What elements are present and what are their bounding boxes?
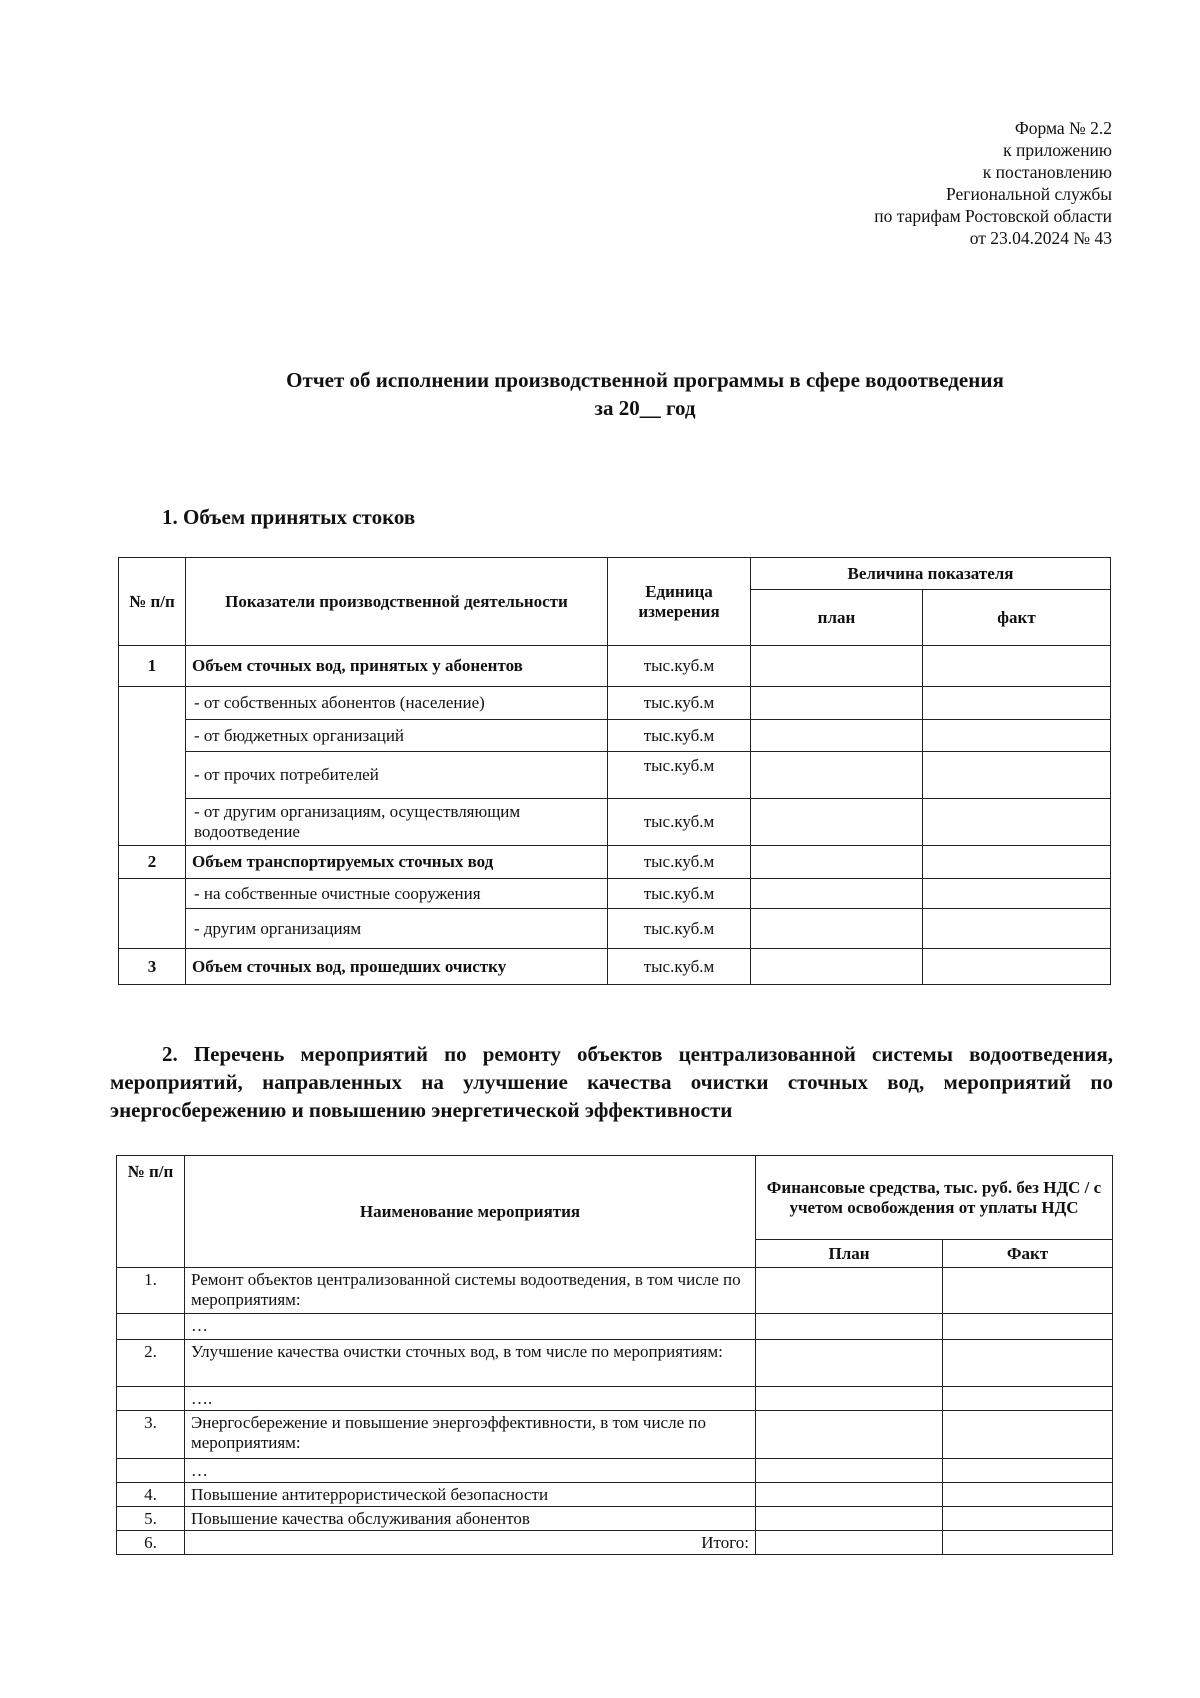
row-num-empty [119,879,186,949]
plan-cell[interactable] [756,1387,943,1411]
row-unit: тыс.куб.м [608,687,751,720]
plan-cell[interactable] [756,1531,943,1555]
row-indicator: Объем транспортируемых сточных вод [186,846,608,879]
col-header-unit: Единица измерения [608,558,751,646]
fact-cell[interactable] [943,1411,1113,1459]
row-indicator: Объем сточных вод, принятых у абонентов [186,646,608,687]
fact-cell[interactable] [943,1340,1113,1387]
row-num: 6. [117,1531,185,1555]
col-header-finance: Финансовые средства, тыс. руб. без НДС / с учетом освобождения от уплаты НДС [756,1156,1113,1240]
header-line: к приложению [1003,140,1112,160]
row-num-empty [117,1314,185,1340]
row-measure: Энергосбережение и повышение энергоэффективности, в том числе по мероприятиям: [185,1411,756,1459]
col-header-fact: Факт [943,1240,1113,1268]
row-num: 4. [117,1483,185,1507]
table-header-row [119,558,1111,590]
row-measure: Ремонт объектов централизованной системы водоотведения, в том числе по мероприятиям: [185,1268,756,1314]
row-num-empty [119,687,186,846]
fact-cell[interactable] [923,879,1111,909]
plan-cell[interactable] [751,720,923,752]
plan-cell[interactable] [751,687,923,720]
table-row [117,1507,1113,1531]
plan-cell[interactable] [751,846,923,879]
col-header-value: Величина показателя [751,558,1111,590]
row-num: 3. [117,1411,185,1459]
section-1-title: 1. Объем принятых стоков [162,505,416,529]
row-num-empty [117,1387,185,1411]
row-num: 1. [117,1268,185,1314]
table-row [119,646,1111,687]
row-measure: …. [185,1387,756,1411]
header-line: Региональной службы [946,184,1112,204]
table-row [117,1531,1113,1555]
fact-cell[interactable] [943,1268,1113,1314]
row-indicator: Объем сточных вод, прошедших очистку [186,949,608,985]
table-row [117,1483,1113,1507]
col-header-indicator: Показатели производственной деятельности [186,558,608,646]
header-line: по тарифам Ростовской области [874,206,1112,226]
fact-cell[interactable] [923,687,1111,720]
header-line: Форма № 2.2 [1014,118,1112,138]
table-header-row [117,1156,1113,1240]
plan-cell[interactable] [756,1268,943,1314]
plan-cell[interactable] [751,879,923,909]
header-line: к постановлению [982,162,1112,182]
row-measure: … [185,1314,756,1340]
plan-cell[interactable] [751,799,923,846]
fact-cell[interactable] [923,799,1111,846]
header-line: от 23.04.2024 № 43 [969,228,1112,248]
fact-cell[interactable] [923,752,1111,799]
row-indicator: - от другим организациям, осуществляющим водоотведение [186,799,608,846]
table-row [119,949,1111,985]
table-row [119,846,1111,879]
plan-cell[interactable] [751,949,923,985]
section-2-title: 2. Перечень мероприятий по ремонту объектов централизованной системы водоотведения, мероприятий, направленных на улучшение качества очистки сточных вод, мероприятий по энергосбережению и повышению энергетической эффективности [110,1042,1113,1122]
row-num: 1 [119,646,186,687]
row-measure: Улучшение качества очистки сточных вод, в том числе по мероприятиям: [185,1340,756,1387]
title-line-1: Отчет об исполнении производственной программы в сфере водоотведения [286,368,1004,392]
row-measure: … [185,1459,756,1483]
col-header-num: № п/п [117,1156,185,1268]
col-header-fact: факт [923,590,1111,646]
row-indicator: - от собственных абонентов (население) [186,687,608,720]
measures-table [116,1155,1113,1555]
fact-cell[interactable] [943,1459,1113,1483]
row-unit: тыс.куб.м [608,646,751,687]
table-row [117,1340,1113,1387]
plan-cell[interactable] [756,1459,943,1483]
plan-cell[interactable] [756,1483,943,1507]
row-unit: тыс.куб.м [608,752,751,799]
fact-cell[interactable] [923,949,1111,985]
row-unit: тыс.куб.м [608,720,751,752]
fact-cell[interactable] [923,909,1111,949]
row-num: 3 [119,949,186,985]
table-row [119,909,1111,949]
fact-cell[interactable] [943,1314,1113,1340]
plan-cell[interactable] [756,1314,943,1340]
fact-cell[interactable] [923,720,1111,752]
row-unit: тыс.куб.м [608,846,751,879]
table-row [117,1268,1113,1314]
row-num: 5. [117,1507,185,1531]
col-header-plan: План [756,1240,943,1268]
row-num: 2. [117,1340,185,1387]
plan-cell[interactable] [751,909,923,949]
col-header-plan: план [751,590,923,646]
plan-cell[interactable] [751,646,923,687]
row-unit: тыс.куб.м [608,879,751,909]
title-line-2: за 20__ год [594,396,696,420]
fact-cell[interactable] [943,1507,1113,1531]
table-row [117,1459,1113,1483]
document-title [0,366,1200,422]
row-unit: тыс.куб.м [608,799,751,846]
col-header-name: Наименование мероприятия [185,1156,756,1268]
table-row [119,879,1111,909]
plan-cell[interactable] [756,1411,943,1459]
plan-cell[interactable] [756,1507,943,1531]
fact-cell[interactable] [943,1531,1113,1555]
row-measure: Повышение антитеррористической безопасности [185,1483,756,1507]
table-row [117,1387,1113,1411]
table-row [119,799,1111,846]
plan-cell[interactable] [751,752,923,799]
col-header-num: № п/п [119,558,186,646]
row-indicator: - другим организациям [186,909,608,949]
row-num-empty [117,1459,185,1483]
accepted-wastewater-table [118,557,1111,985]
table-row [117,1314,1113,1340]
table-row [119,687,1111,720]
table-row [117,1411,1113,1459]
row-unit: тыс.куб.м [608,909,751,949]
row-indicator: - от бюджетных организаций [186,720,608,752]
fact-cell[interactable] [923,646,1111,687]
row-indicator: - на собственные очистные сооружения [186,879,608,909]
row-indicator: - от прочих потребителей [186,752,608,799]
fact-cell[interactable] [923,846,1111,879]
plan-cell[interactable] [756,1340,943,1387]
row-measure: Повышение качества обслуживания абонентов [185,1507,756,1531]
form-header-note [874,117,1112,249]
table-row [119,720,1111,752]
fact-cell[interactable] [943,1387,1113,1411]
total-label: Итого: [185,1531,756,1555]
fact-cell[interactable] [943,1483,1113,1507]
table-row [119,752,1111,799]
row-num: 2 [119,846,186,879]
row-unit: тыс.куб.м [608,949,751,985]
